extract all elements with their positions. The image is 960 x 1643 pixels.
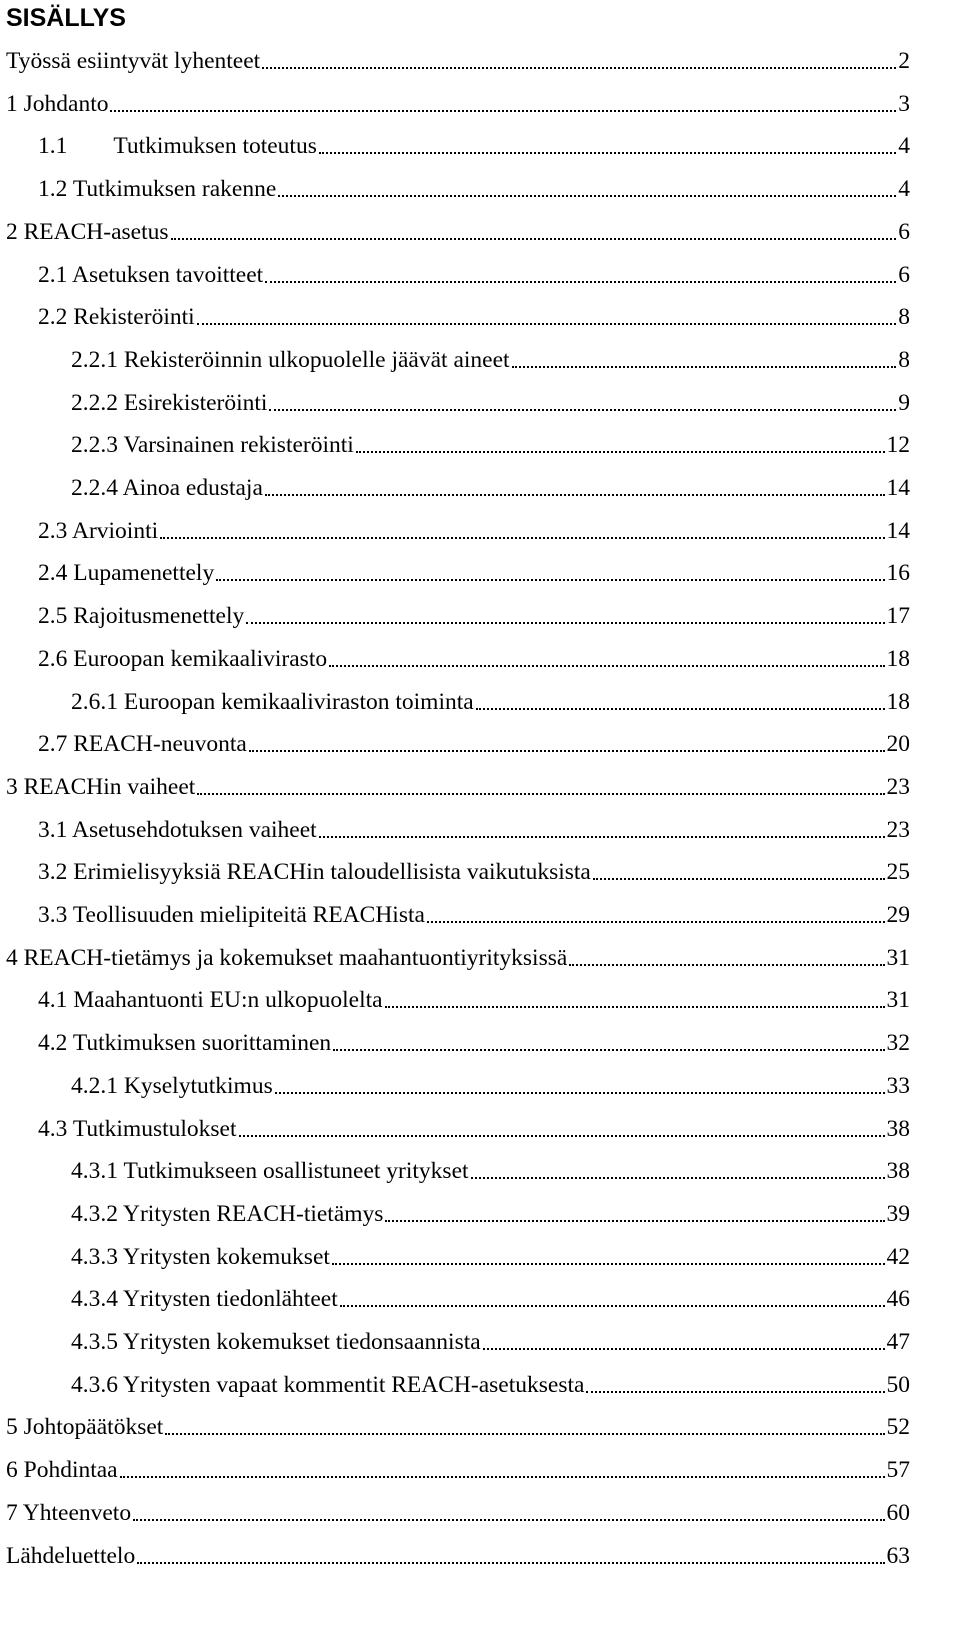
toc-entry[interactable]: [38, 1016, 910, 1058]
toc-entry-label: [38, 131, 317, 161]
toc-entry-label: [6, 1455, 118, 1485]
toc-entry[interactable]: [71, 1358, 910, 1400]
toc-entry-page: 3: [898, 90, 910, 117]
toc-entry-text: Arviointi: [71, 517, 159, 544]
toc-entry-text: Ainoa edustaja: [122, 475, 263, 501]
toc-entry-label: [6, 1498, 131, 1528]
toc-dot-leader: [160, 537, 884, 539]
toc-entry[interactable]: [38, 162, 910, 204]
toc-entry-label: [71, 1370, 584, 1400]
toc-entry-page: 31: [886, 944, 910, 971]
toc-entry[interactable]: [71, 1059, 910, 1101]
toc-entry-label: [71, 1284, 338, 1314]
toc-dot-leader: [239, 1135, 885, 1137]
toc-entry-label: [38, 729, 247, 759]
toc-entry-number: 4.2.1: [71, 1072, 118, 1099]
toc-entry-label: [6, 1541, 135, 1571]
toc-entry-label: [38, 815, 317, 845]
toc-entry-text: Tutkimukseen osallistuneet yritykset: [123, 1158, 469, 1185]
toc-dot-leader: [340, 1305, 885, 1307]
toc-entry-page: 50: [886, 1371, 910, 1398]
toc-entry-label: [38, 857, 591, 887]
toc-entry[interactable]: [38, 589, 910, 631]
toc-entry-page: 8: [898, 304, 910, 331]
toc-entry-text: Rekisteröinnin ulkopuolelle jäävät aineet: [123, 346, 510, 373]
toc-entry[interactable]: [38, 248, 910, 290]
toc-entry-page: 25: [886, 859, 910, 886]
toc-entry-number: 4.2: [38, 1030, 68, 1057]
toc-entry-page: 18: [886, 645, 910, 672]
toc-entry-label: [71, 1327, 481, 1357]
toc-dot-leader: [275, 1092, 885, 1094]
toc-entry-number: 1.2: [38, 176, 68, 203]
toc-entry[interactable]: [38, 504, 910, 546]
toc-entry[interactable]: [6, 1529, 910, 1571]
toc-dot-leader: [265, 281, 896, 283]
toc-entry-text: Pohdintaa: [23, 1457, 118, 1484]
toc-entry-page: 29: [886, 902, 910, 928]
toc-entry-number: 3.1: [38, 816, 68, 843]
toc-entry-number: 4: [6, 944, 18, 971]
toc-entry[interactable]: [38, 973, 910, 1015]
toc-entry-page: 38: [886, 1115, 910, 1142]
toc-entry-label: [38, 558, 214, 588]
toc-entry-label: [71, 388, 267, 418]
toc-entry[interactable]: [71, 1272, 910, 1314]
toc-entry-number: 6: [6, 1457, 18, 1484]
toc-entry-label: [38, 644, 327, 674]
toc-dot-leader: [476, 708, 885, 710]
toc-entry[interactable]: [38, 546, 910, 588]
toc-entry-label: [71, 345, 510, 375]
toc-dot-leader: [133, 1519, 884, 1521]
toc-entry-text: Lähdeluettelo: [6, 1542, 136, 1569]
toc-entry[interactable]: [71, 1230, 910, 1272]
toc-dot-leader: [332, 1263, 885, 1265]
toc-entry-text: REACH-asetus: [23, 218, 169, 245]
toc-entry-number: 4.3.4: [71, 1286, 118, 1313]
toc-entry-number: 2.4: [38, 560, 68, 587]
toc-dot-leader: [262, 67, 896, 69]
toc-entry-text: Tutkimuksen suorittaminen: [72, 1030, 332, 1057]
toc-entry-page: 8: [898, 346, 910, 373]
toc-entry-page: 6: [898, 261, 910, 288]
toc-entry-label: [38, 174, 276, 204]
toc-entry-page: 4: [898, 133, 910, 160]
toc-entry[interactable]: [71, 418, 910, 460]
toc-entry-label: [38, 601, 244, 631]
toc-entry[interactable]: [38, 632, 910, 674]
toc-entry-text: Maahantuonti EU:n ulkopuolelta: [73, 987, 383, 1014]
toc-entry-page: 9: [898, 389, 910, 416]
toc-entry[interactable]: [6, 1443, 910, 1485]
toc-dot-leader: [593, 878, 885, 880]
toc-entry-label: [38, 260, 263, 290]
toc-entry-text: Tutkimuksen rakenne: [72, 176, 277, 203]
toc-entry[interactable]: [38, 803, 910, 845]
toc-entry-number: 2.2.2: [71, 389, 118, 416]
toc-entry[interactable]: [6, 1400, 910, 1442]
toc-entry-text: Yhteenveto: [22, 1499, 132, 1526]
toc-entry-page: 52: [886, 1414, 910, 1441]
toc-entry-page: 23: [886, 773, 910, 800]
toc-dot-leader: [120, 1476, 885, 1478]
toc-dot-leader: [265, 494, 885, 496]
toc-entry-text: Kyselytutkimus: [123, 1072, 273, 1099]
toc-entry-page: 46: [886, 1286, 910, 1313]
toc-entry[interactable]: [6, 205, 910, 247]
toc-dot-leader: [319, 152, 896, 154]
toc-entry-number: 2: [6, 218, 18, 245]
toc-dot-leader: [512, 366, 897, 368]
toc-entry-text: Rekisteröinti: [73, 304, 195, 331]
toc-entry[interactable]: [38, 888, 910, 930]
toc-entry[interactable]: [71, 1315, 910, 1357]
toc-entry-text: Rajoitusmenettely: [73, 603, 245, 630]
toc-entry-text: Asetuksen tavoitteet: [71, 261, 264, 288]
toc-entry-page: 32: [886, 1030, 910, 1057]
toc-entry[interactable]: [38, 1102, 910, 1144]
toc-entry-page: 20: [886, 731, 910, 758]
toc-entry-label: [38, 985, 383, 1015]
toc-entry-label: [71, 687, 474, 717]
toc-entry[interactable]: [71, 1144, 910, 1186]
toc-entry-number: 1: [6, 90, 18, 117]
toc-dot-leader: [197, 323, 897, 325]
toc-entry[interactable]: [38, 845, 910, 887]
toc-entry-number: 3.2: [38, 859, 68, 886]
toc-entry-label: [6, 1412, 163, 1442]
toc-entry[interactable]: [38, 119, 910, 161]
toc-entry-text: Yritysten kokemukset: [123, 1243, 330, 1270]
toc-entry-label: [71, 1199, 383, 1229]
toc-entry-text: REACH-tietämys ja kokemukset maahantuontiyrityksissä: [23, 944, 568, 971]
toc-entry[interactable]: [71, 1187, 910, 1229]
toc-entry-number: 2.1: [38, 261, 68, 288]
toc-entry-page: 39: [886, 1200, 910, 1227]
toc-entry-number: 2.6: [38, 645, 68, 672]
toc-dot-leader: [385, 1220, 884, 1222]
toc-entry[interactable]: [71, 333, 910, 375]
toc-entry-page: 18: [886, 688, 910, 715]
toc-dot-leader: [110, 110, 896, 112]
toc-entry-label: [71, 473, 263, 503]
toc-entry-text: Johdanto: [23, 90, 109, 117]
toc-entry-page: 31: [886, 987, 910, 1014]
toc-entry-page: 60: [886, 1499, 910, 1526]
toc-entry-label: [6, 772, 195, 802]
toc-entry-text: Euroopan kemikaaliviraston toiminta: [123, 688, 474, 715]
toc-entry-number: 2.2.4: [71, 475, 118, 501]
toc-entry-label: [38, 516, 158, 546]
toc-entry-number: 4.3.2: [71, 1200, 118, 1227]
toc-entry[interactable]: [71, 461, 910, 503]
toc-entry-page: 17: [886, 603, 910, 630]
toc-entry-text: Esirekisteröinti: [123, 389, 268, 416]
toc-entry[interactable]: [71, 675, 910, 717]
toc-entry-label: [6, 89, 108, 119]
toc-dot-leader: [569, 964, 884, 966]
toc-dot-leader: [246, 622, 884, 624]
toc-entry[interactable]: [71, 376, 910, 418]
toc-dot-leader: [269, 409, 896, 411]
toc-entry-number: 2.3: [38, 517, 68, 544]
toc-entry-label: [71, 430, 354, 460]
toc-entry-label: [6, 943, 567, 973]
toc-entry-text: Työssä esiintyvät lyhenteet: [6, 48, 261, 74]
toc-title: SISÄLLYS: [6, 4, 126, 32]
toc-entry-text: Johtopäätökset: [23, 1414, 164, 1441]
toc-dot-leader: [356, 451, 885, 453]
toc-entry-text: Teollisuuden mielipiteitä REACHista: [72, 902, 425, 928]
toc-entry-page: 2: [898, 48, 910, 74]
toc-entry-number: 3: [6, 773, 18, 800]
toc-entry-page: 23: [886, 816, 910, 843]
toc-entry-page: 6: [898, 218, 910, 245]
toc-entry-number: 4.3.1: [71, 1158, 118, 1185]
toc-entry-text: Lupamenettely: [73, 560, 215, 587]
toc-entry-number: 5: [6, 1414, 18, 1441]
toc-entry-number: 4.3.5: [71, 1329, 118, 1355]
toc-dot-leader: [471, 1177, 885, 1179]
toc-entry[interactable]: [6, 77, 910, 119]
toc-entry-number: 1.1: [38, 133, 68, 160]
toc-entry-text: Yritysten tiedonlähteet: [123, 1286, 338, 1313]
toc-entry-number: 7: [6, 1499, 18, 1526]
toc-dot-leader: [216, 579, 884, 581]
toc-entry-text: REACHin vaiheet: [23, 773, 196, 800]
toc-entry-text: Yritysten kokemukset tiedonsaannista: [123, 1329, 481, 1355]
toc-entry-text: Yritysten vapaat kommentit REACH-asetuksesta: [123, 1371, 585, 1398]
toc-entry[interactable]: [6, 760, 910, 802]
toc-entry[interactable]: [38, 717, 910, 759]
toc-entry-text: Yritysten REACH-tietämys: [123, 1200, 384, 1227]
toc-entry[interactable]: [6, 1486, 910, 1528]
toc-dot-leader: [278, 195, 896, 197]
toc-entry-label: [38, 302, 195, 332]
toc-entry-page: 14: [886, 475, 910, 501]
toc-dot-leader: [165, 1433, 884, 1435]
toc-dot-leader: [171, 238, 897, 240]
toc-entry-page: 47: [886, 1329, 910, 1355]
toc-entry-number: 2.6.1: [71, 688, 118, 715]
toc-entry-number: 3.3: [38, 902, 68, 928]
toc-entry-number: 2.2.1: [71, 346, 118, 373]
toc-entry-number: 4.3.6: [71, 1371, 118, 1398]
toc-entry-number: 2.7: [38, 731, 68, 758]
toc-entry-page: 12: [886, 432, 910, 459]
toc-entry-label: [38, 900, 425, 930]
toc-entry[interactable]: [6, 931, 910, 973]
toc-entry-text: REACH-neuvonta: [73, 731, 247, 758]
toc-entry-page: 14: [886, 517, 910, 544]
toc-entry-page: 57: [886, 1457, 910, 1484]
toc-dot-leader: [329, 665, 884, 667]
toc-entry-label: [71, 1242, 330, 1272]
toc-dot-leader: [249, 750, 885, 752]
toc-entry-page: 16: [886, 560, 910, 587]
toc-entry-label: [71, 1156, 469, 1186]
toc-entry-page: 38: [886, 1158, 910, 1185]
toc-dot-leader: [333, 1049, 884, 1051]
toc-entry-number: 2.2: [38, 304, 68, 331]
toc-entry-number: 2.5: [38, 603, 68, 630]
toc-entry-number: 2.2.3: [71, 432, 118, 459]
toc-entry-label: [38, 1114, 237, 1144]
toc-entry-number: 4.3.3: [71, 1243, 118, 1270]
toc-entry[interactable]: [38, 290, 910, 332]
toc-entry-label: [6, 46, 260, 76]
toc-dot-leader: [319, 836, 885, 838]
toc-dot-leader: [385, 1006, 885, 1008]
toc-entry-page: 4: [898, 176, 910, 203]
toc-dot-leader: [427, 921, 885, 923]
toc-entry-text: Tutkimuksen toteutus: [113, 133, 317, 160]
toc-entry-text: Asetusehdotuksen vaiheet: [71, 816, 317, 843]
toc-dot-leader: [197, 793, 884, 795]
toc-entry-text: Varsinainen rekisteröinti: [123, 432, 354, 459]
toc-dot-leader: [483, 1348, 885, 1350]
toc-entry-label: [38, 1028, 331, 1058]
toc-entry-page: 33: [886, 1072, 910, 1099]
toc-entry-number: 4.1: [38, 987, 68, 1014]
toc-entry-page: 42: [886, 1243, 910, 1270]
toc-dot-leader: [137, 1562, 884, 1564]
toc-entry-text: Tutkimustulokset: [72, 1115, 237, 1142]
toc-entry[interactable]: [6, 34, 910, 76]
toc-entry-number: 4.3: [38, 1115, 68, 1142]
toc-entry-label: [6, 217, 169, 247]
toc-entry-page: 63: [886, 1542, 910, 1569]
toc-entry-label: [71, 1071, 273, 1101]
toc-entry-text: Euroopan kemikaalivirasto: [73, 645, 328, 672]
toc-entry-text: Erimielisyyksiä REACHin taloudellisista vaikutuksista: [73, 859, 591, 886]
toc-dot-leader: [586, 1391, 884, 1393]
